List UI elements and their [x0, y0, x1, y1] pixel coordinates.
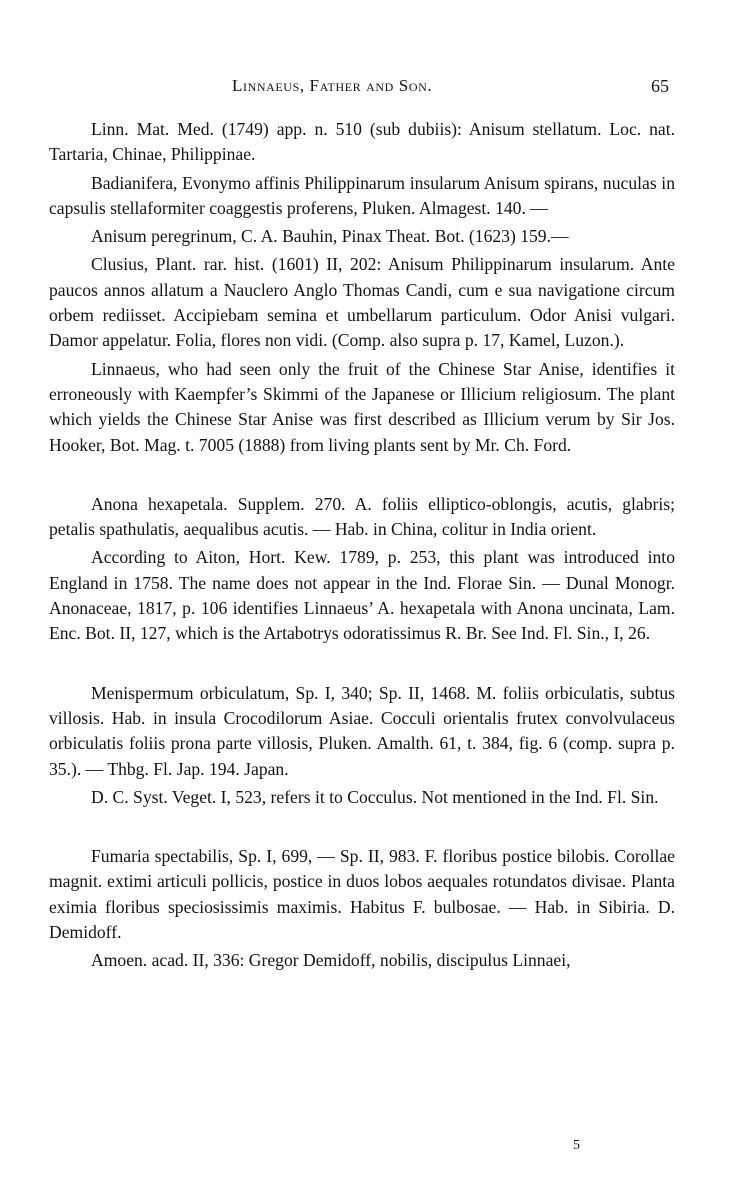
paragraph: D. C. Syst. Veget. I, 523, refers it to Cocculus. Not mentioned in the Ind. Fl. Sin. [91, 786, 659, 807]
page-number: 65 [651, 76, 669, 96]
body-text [49, 117, 675, 974]
running-head [0, 76, 739, 100]
paragraph: According to Aiton, Hort. Kew. 1789, p. 253, this plant was introduced into England in 1758. The name does not appear in the Ind. Florae Sin. — Dunal Monogr. Anonaceae, 1817, p. 106 identifies Linnaeus’ A. hexapetala with Anona uncinata, Lam. Enc. Bot. II, 127, which is the Artabotrys odoratissimus R. Br. See Ind. Fl. Sin., I, 26. [49, 547, 675, 644]
paragraph: Linnaeus, who had seen only the fruit of the Chinese Star Anise, identifies it erroneously with Kaempfer’s Skimmi of the Japanese or Illicium religiosum. The plant which yields the Chinese Star Anise was first described as Illicium verum by Sir Jos. Hooker, Bot. Mag. t. 7005 (1888) from living plants sent by Mr. Ch. Ford. [49, 358, 675, 455]
paragraph: Fumaria spectabilis, Sp. I, 699, — Sp. II, 983. F. floribus postice bilobis. Corollae magnit. extimi articuli pollicis, postice in duos lobos aequales rotundatos divisae. Planta eximia floribus speciosissimis maximis. Habitus F. bulbosae. — Hab. in Sibiria. D. Demidoff. [49, 846, 675, 943]
running-title: Linnaeus, Father and Son. [232, 76, 433, 95]
paragraph: Linn. Mat. Med. (1749) app. n. 510 (sub dubiis): Anisum stellatum. Loc. nat. Tartaria, Chinae, Philippinae. [49, 119, 675, 165]
paragraph: Amoen. acad. II, 336: Gregor Demidoff, nobilis, discipulus Linnaei, [91, 950, 571, 971]
signature-mark: 5 [573, 1138, 580, 1153]
paragraph: Anona hexapetala. Supplem. 270. A. foliis elliptico-oblongis, acutis, glabris; petalis spathulatis, aequalibus acutis. — Hab. in China, colitur in India orient. [49, 493, 675, 540]
paragraph: Badianifera, Evonymo affinis Philippinarum insularum Anisum spirans, nuculas in capsulis stellaformiter coaggestis proferens, Pluken. Almagest. 140. — [49, 172, 675, 218]
paragraph: Clusius, Plant. rar. hist. (1601) II, 202: Anisum Philippinarum insularum. Ante paucos annos allatum a Nauclero Anglo Thomas Candi, cum e sua navigatione circum orbem rediisset. Accipiebam semina et umbellarum particulum. Odor Anisi vulgari. Damor appelatur. Folia, flores non vidi. (Comp. also supra p. 17, Kamel, Luzon.). [49, 254, 675, 351]
paragraph: Menispermum orbiculatum, Sp. I, 340; Sp. II, 1468. M. foliis orbiculatis, subtus villosis. Hab. in insula Crocodilorum Asiae. Cocculi orientalis frutex convolvulaceus orbiculatis foliis prona parte villosis, Pluken. Amalth. 61, t. 384, fig. 6 (comp. supra p. 35.). — Thbg. Fl. Jap. 194. Japan. [49, 682, 675, 779]
paragraph: Anisum peregrinum, C. A. Bauhin, Pinax Theat. Bot. (1623) 159.— [91, 226, 569, 247]
